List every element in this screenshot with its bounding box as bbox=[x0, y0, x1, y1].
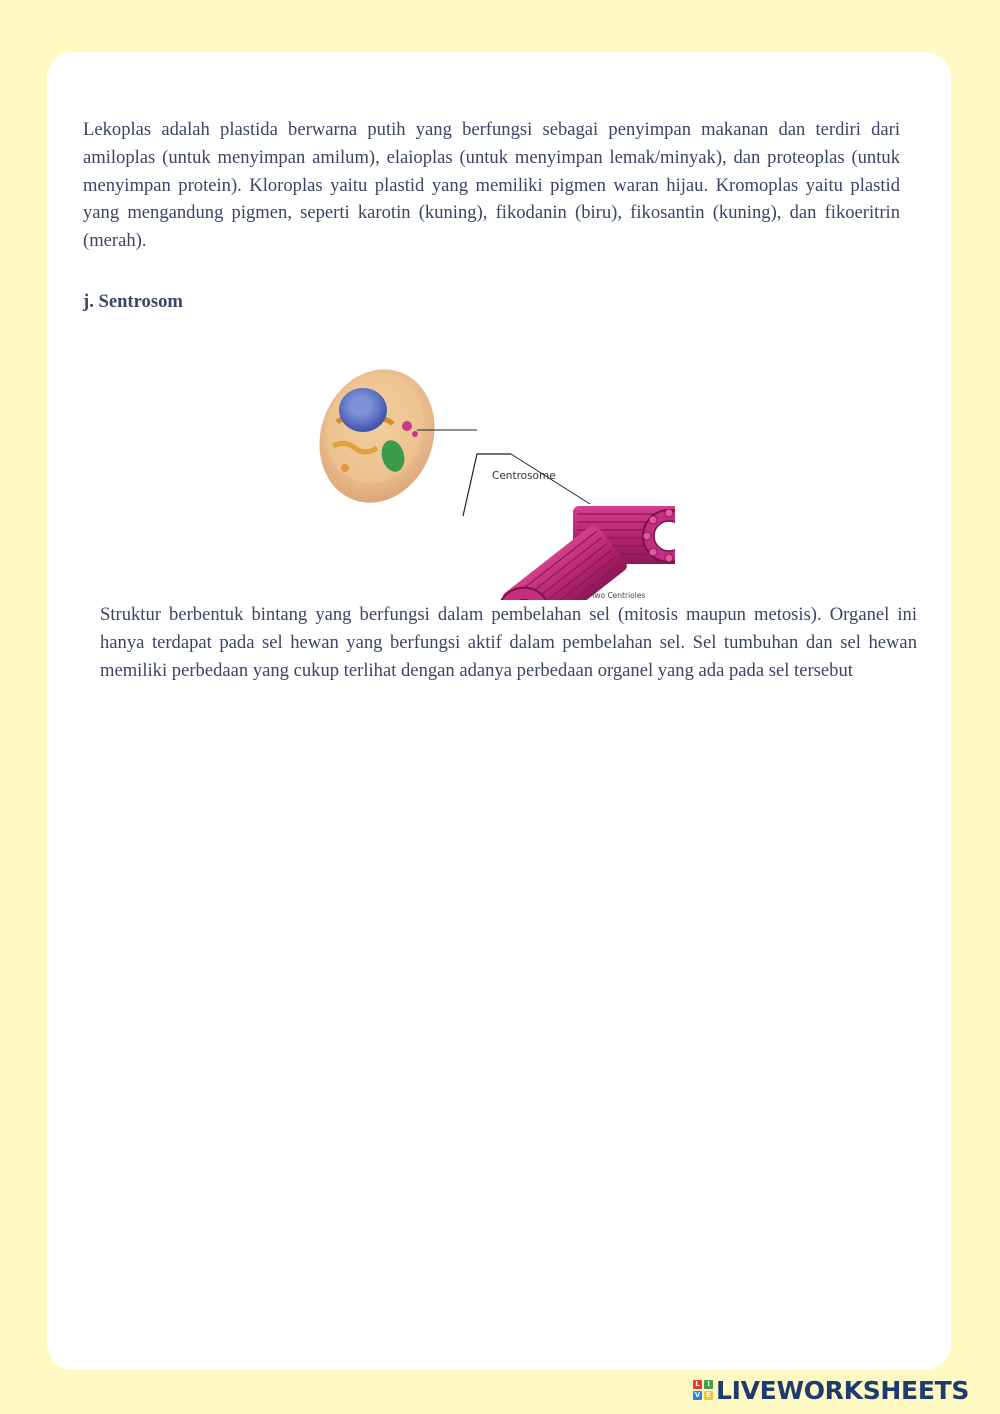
centrosome-figure bbox=[315, 364, 675, 600]
page-card bbox=[47, 52, 951, 1370]
logo-letter-v: V bbox=[694, 1391, 701, 1399]
logo-letter-i: I bbox=[704, 1380, 713, 1389]
animal-cell-illustration bbox=[315, 364, 453, 519]
paragraph-sentrosom: Struktur berbentuk bintang yang berfungsi dalam pembelahan sel (mitosis maupun metosis). Organel ini hanya terdapat pada sel hewan yang berfungsi aktif dalam pembelahan sel. Sel tumbuhan dan sel hewan memiliki perbedaan yang cukup terlihat dengan adanya perbedaan organel yang ada pada sel tersebut bbox=[100, 604, 917, 681]
section-heading-sentrosom: j. Sentrosom bbox=[83, 291, 183, 312]
label-two-centrioles: Two Centrioles bbox=[591, 591, 646, 600]
liveworksheets-logo[interactable] bbox=[693, 1376, 969, 1404]
logo-letter-l: L bbox=[693, 1380, 702, 1389]
paragraph-plastids: Lekoplas adalah plastida berwarna putih yang berfungsi sebagai penyimpan makanan dan terdiri dari amiloplas (untuk menyimpan amilum), elaioplas (untuk menyimpan lemak/minyak), dan proteoplas (untuk menyimpan protein). Kloroplas yaitu plastid yang memiliki pigmen waran hijau. Kromoplas yaitu plastid yang mengandung pigmen, seperti karotin (kuning), fikodanin (biru), fikosantin (kuning), dan fikoeritrin (merah). bbox=[83, 119, 900, 252]
logo-mark bbox=[693, 1380, 713, 1400]
logo-letter-e: E bbox=[704, 1391, 713, 1400]
logo-wordmark: LIVEWORKSHEETS bbox=[716, 1375, 970, 1405]
label-centrosome: Centrosome bbox=[492, 470, 556, 482]
